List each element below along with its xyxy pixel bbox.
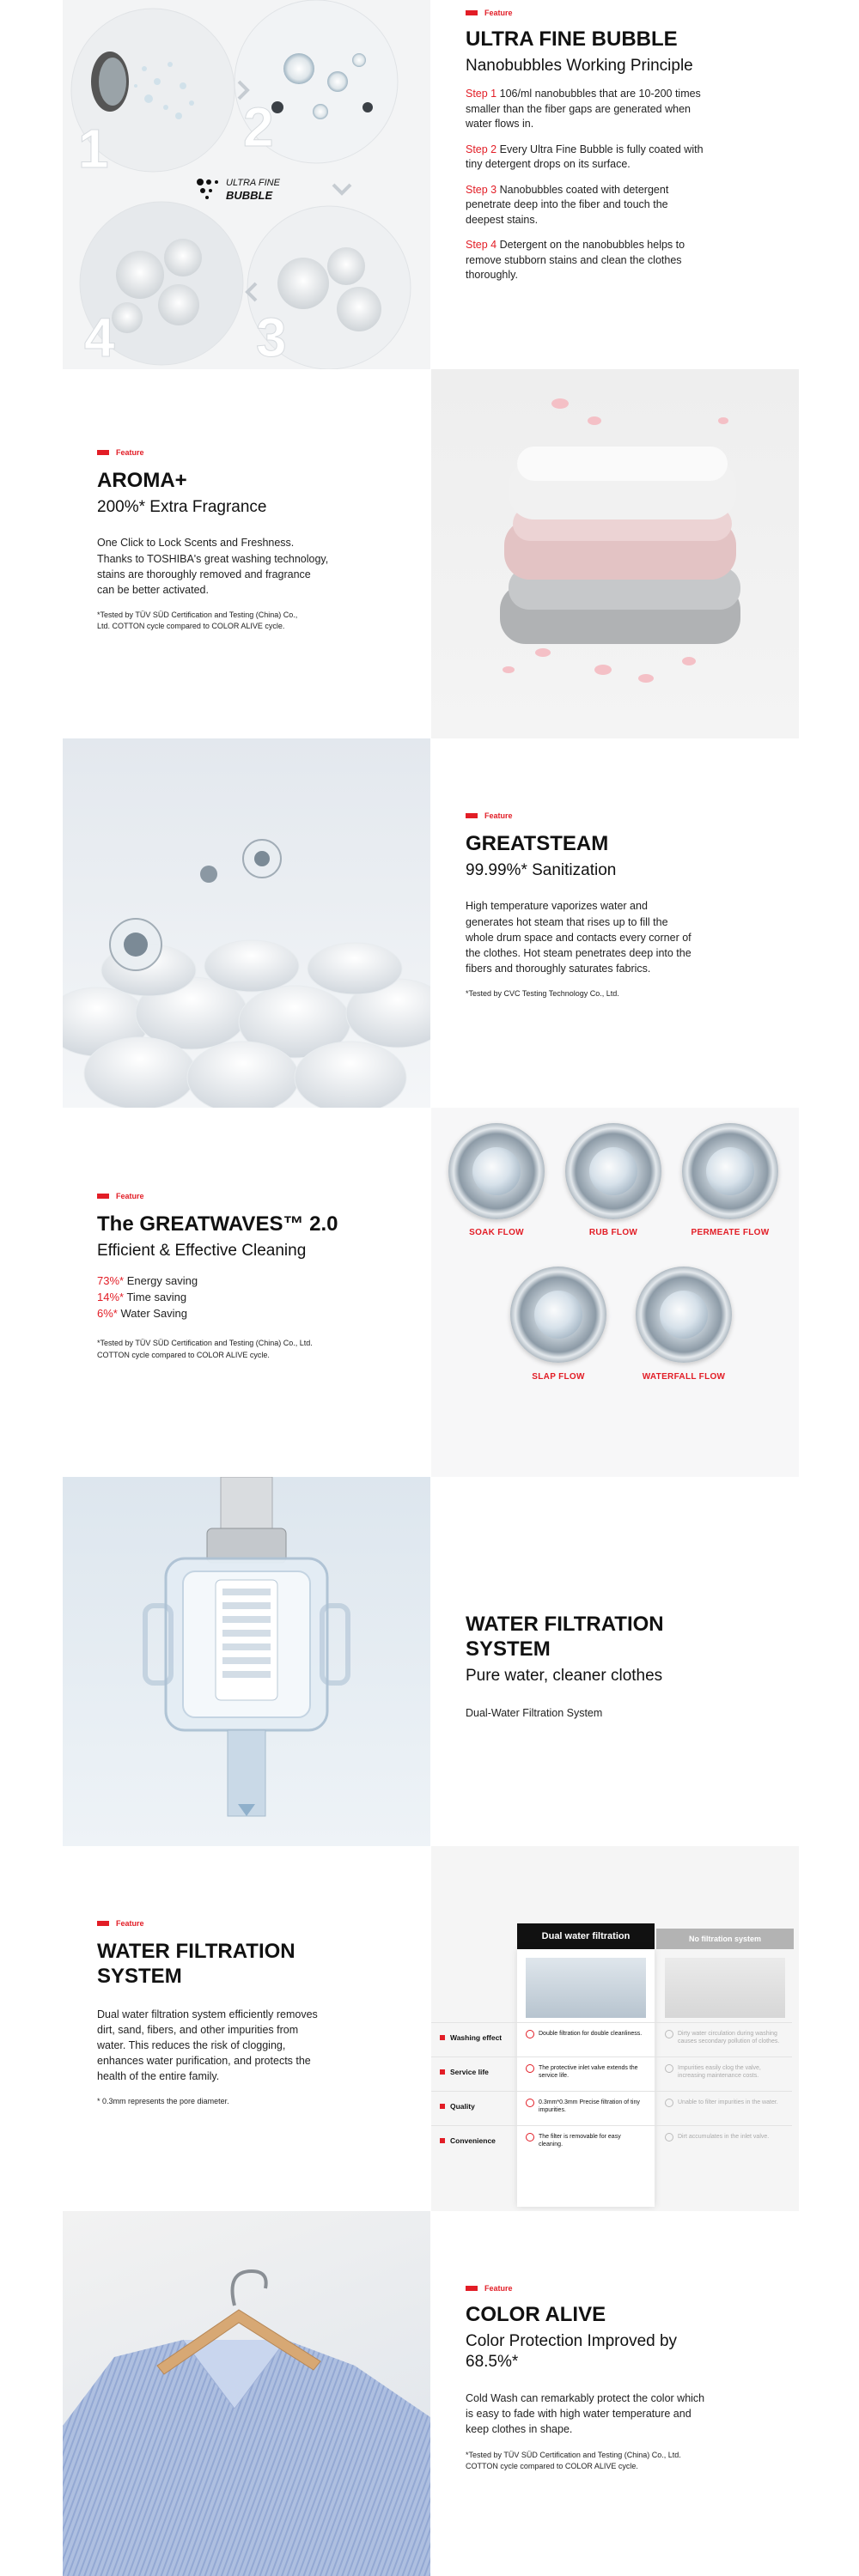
step-number-4: 4: [84, 307, 115, 368]
row-label: Quality: [450, 2102, 475, 2111]
waterfall-flow-drum: [636, 1267, 732, 1363]
hanger-hook-icon: [233, 2271, 266, 2306]
feature-tag: Feature: [97, 1192, 396, 1200]
stat-water: 6%* Water Saving: [97, 1307, 188, 1321]
permeate-flow-drum: [682, 1123, 778, 1219]
waves-stats: [97, 1273, 396, 1322]
table-row: [431, 2022, 792, 2055]
filter2-title: WATER FILTRATION SYSTEM: [97, 1940, 295, 1988]
ufb-step-3: Step 3 Nanobubbles coated with detergent penetrate deep into the fiber and touch the deepest stains.: [466, 183, 669, 226]
check-icon: [665, 2030, 673, 2038]
stat-time: 14%* Time saving: [97, 1291, 187, 1304]
waves-footnote: *Tested by TÜV SÜD Certification and Testing (China) Co., Ltd. COTTON cycle compared to COLOR ALIVE cycle.: [97, 1339, 313, 1359]
dual-cell: The protective inlet valve extends the service life.: [526, 2064, 646, 2080]
table-row: [431, 2091, 792, 2123]
steam-footnote: *Tested by CVC Testing Technology Co., Ltd.: [466, 989, 619, 999]
dual-cell: The filter is removable for easy cleaning.: [526, 2133, 646, 2148]
ufb-logo-text-2: BUBBLE: [226, 189, 273, 202]
slap-flow-label: SLAP FLOW: [532, 1372, 585, 1382]
filter2-footnote: * 0.3mm represents the pore diameter.: [97, 2097, 229, 2106]
ufb-text: [431, 0, 799, 369]
water-filter-illustration: [63, 1477, 430, 1846]
ufb-steps-illustration: [63, 0, 430, 369]
steam-section: [63, 738, 799, 1108]
step-number-2: 2: [243, 96, 274, 158]
steam-title: GREATSTEAM: [466, 832, 609, 855]
ufb-title: ULTRA FINE BUBBLE: [466, 27, 678, 51]
waves-title: The GREATWAVES™ 2.0: [97, 1212, 338, 1236]
color-footnote: *Tested by TÜV SÜD Certification and Testing (China) Co., Ltd. COTTON cycle compared to COLOR ALIVE cycle.: [466, 2450, 681, 2471]
aroma-title: AROMA+: [97, 469, 187, 492]
filter1-text: [431, 1477, 799, 1846]
color-title: COLOR ALIVE: [466, 2303, 606, 2326]
dual-cell: Double filtration for double cleanliness.: [526, 2030, 646, 2038]
table-row: [431, 2125, 792, 2158]
row-label: Convenience: [450, 2136, 496, 2145]
steam-subtitle: 99.99%* Sanitization: [466, 860, 617, 879]
dual-filtration-header: Dual water filtration: [517, 1923, 655, 1949]
check-icon: [665, 2133, 673, 2142]
steam-virus-illustration: [63, 738, 430, 1108]
filter2-body: Dual water filtration system efficiently removes dirt, sand, fibers, and other impurities from water. This reduces the risk of clogging, enhances water purification, and protects the health of the entire family.: [97, 2008, 318, 2083]
filter1-body: Dual-Water Filtration System: [466, 1707, 603, 1720]
soak-flow-label: SOAK FLOW: [469, 1228, 524, 1237]
step-number-3: 3: [256, 307, 287, 368]
table-row: [431, 2057, 792, 2089]
waterfall-flow-label: WATERFALL FLOW: [642, 1372, 726, 1382]
aroma-section: [63, 369, 799, 738]
permeate-flow-label: PERMEATE FLOW: [691, 1228, 770, 1237]
aroma-body: One Click to Lock Scents and Freshness. Thanks to TOSHIBA's great washing technology, stains are thoroughly removed and fragrance can be better activated.: [97, 537, 329, 596]
ufb-step-4: Step 4 Detergent on the nanobubbles helps to remove stubborn stains and clean the clothes thoroughly.: [466, 239, 685, 282]
color-subtitle: Color Protection Improved by 68.5%*: [466, 2331, 678, 2372]
filter2-section: [63, 1846, 799, 2215]
ufb-logo-dots: [197, 179, 218, 199]
stat-energy: 73%* Energy saving: [97, 1274, 198, 1288]
aroma-subtitle: 200%* Extra Fragrance: [97, 497, 267, 516]
color-body: Cold Wash can remarkably protect the color which is easy to fade with high water temperature and keep clothes in shape.: [466, 2392, 705, 2436]
virus-3: [200, 866, 217, 883]
slap-flow-drum: [510, 1267, 606, 1363]
feature-tag: Feature: [466, 9, 765, 17]
check-icon: [665, 2099, 673, 2107]
steam-body: High temperature vaporizes water and generates hot steam that rises up to fill the whole drum space and contacts every corner of the clothes. Hot steam penetrates deep into the fibers and thoroughly saturates fabrics.: [466, 900, 691, 975]
folded-towels-illustration: [431, 369, 799, 738]
dual-cell: 0.3mm*0.3mm Precise filtration of tiny impurities.: [526, 2099, 646, 2114]
check-icon: [526, 2064, 534, 2073]
waves-text: [63, 1108, 430, 1477]
row-label: Service life: [450, 2068, 489, 2076]
waves-section: [63, 1108, 799, 1477]
waves-subtitle: Efficient & Effective Cleaning: [97, 1241, 307, 1260]
feature-tag: Feature: [466, 811, 765, 820]
filter1-subtitle: Pure water, cleaner clothes: [466, 1666, 663, 1685]
ufb-diagram: [63, 0, 430, 369]
arrow-down-icon: [333, 185, 350, 193]
none-cell: Dirty water circulation during washing causes secondary pollution of clothes.: [665, 2030, 785, 2045]
shirt-hanger-illustration: [63, 2211, 430, 2576]
aroma-footnote: *Tested by TÜV SÜD Certification and Testing (China) Co., Ltd. COTTON cycle compared to COLOR ALIVE cycle.: [97, 610, 298, 631]
none-cell: Unable to filter impurities in the water.: [665, 2099, 785, 2107]
filter1-section: [63, 1477, 799, 1846]
soak-flow-drum: [448, 1123, 545, 1219]
filter2-text: [63, 1846, 430, 2215]
check-icon: [526, 2030, 534, 2038]
ufb-section: [63, 0, 799, 369]
aroma-image: [431, 369, 799, 738]
filtration-comparison-table: [431, 1846, 799, 2215]
feature-tag: Feature: [97, 448, 396, 457]
steam-image: [63, 738, 430, 1108]
waves-flows: [431, 1108, 799, 1477]
check-icon: [526, 2099, 534, 2107]
step-number-1: 1: [78, 118, 109, 179]
ufb-step-2: Step 2 Every Ultra Fine Bubble is fully coated with tiny detergent drops on its surface.: [466, 143, 704, 171]
aroma-text: [63, 369, 430, 738]
dual-filter-photo: [526, 1958, 646, 2018]
filter1-title: WATER FILTRATION SYSTEM: [466, 1613, 664, 1661]
check-icon: [665, 2064, 673, 2073]
feature-tag: Feature: [466, 2284, 765, 2293]
feature-tag: Feature: [97, 1919, 396, 1928]
ufb-logo-text-1: ULTRA FINE: [226, 178, 280, 188]
none-cell: Dirt accumulates in the inlet valve.: [665, 2133, 785, 2142]
no-filtration-header: No filtration system: [656, 1929, 794, 1949]
color-section: [63, 2211, 799, 2576]
rub-flow-drum: [565, 1123, 661, 1219]
filter-image: [63, 1477, 430, 1846]
ufb-subtitle: Nanobubbles Working Principle: [466, 56, 693, 75]
color-text: [431, 2211, 799, 2576]
rub-flow-label: RUB FLOW: [588, 1228, 638, 1237]
row-label: Washing effect: [450, 2033, 503, 2042]
steam-text: [431, 738, 799, 1108]
check-icon: [526, 2133, 534, 2142]
shirt-image: [63, 2211, 430, 2576]
no-filter-photo: [665, 1958, 785, 2018]
ufb-step-1: Step 1 106/ml nanobubbles that are 10-200 times smaller than the fiber gaps are generated when water flows in.: [466, 88, 701, 131]
ufb-steps-list: [466, 87, 706, 283]
none-cell: Impurities easily clog the valve, increasing maintenance costs.: [665, 2064, 785, 2080]
